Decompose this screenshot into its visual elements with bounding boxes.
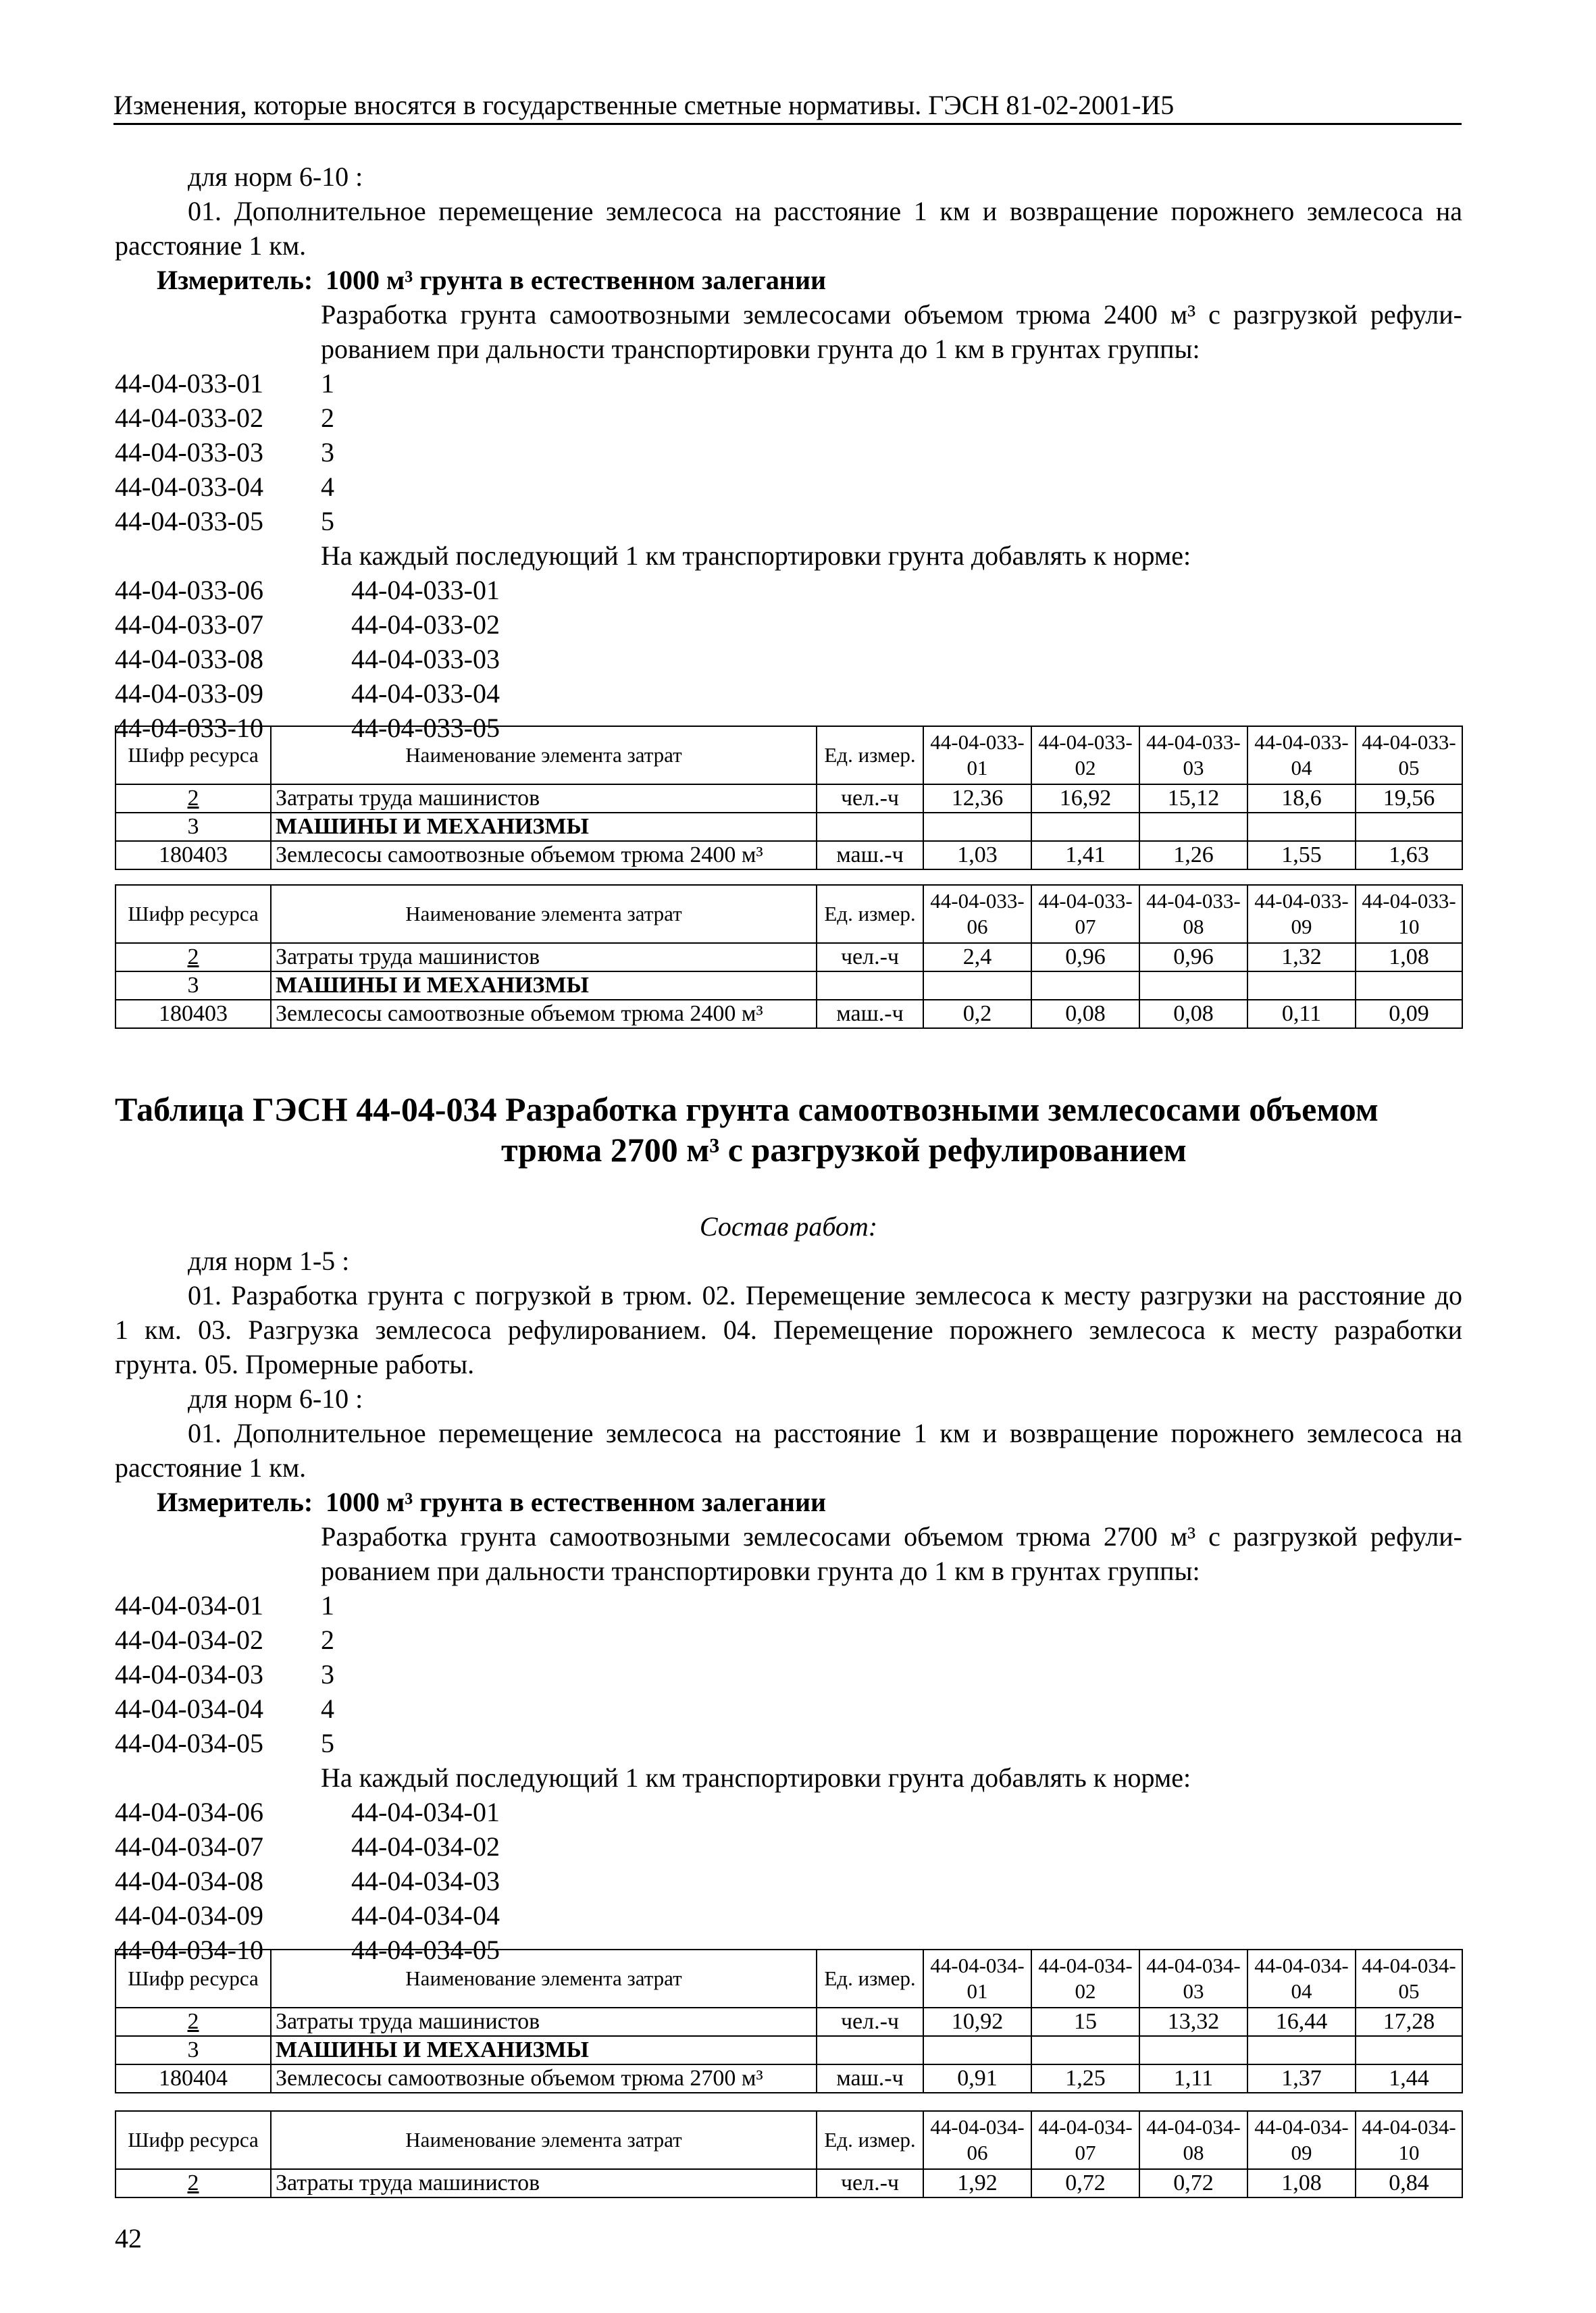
norm-code-row — [115, 573, 1462, 607]
base-norm-ref: 44-04-033-05 — [351, 713, 500, 743]
cell-shifr: 3 — [115, 971, 271, 1000]
add-norm-code-list-2 — [115, 1795, 1462, 1967]
cell-unit: чел.-ч — [817, 943, 923, 971]
section-033-text — [115, 159, 1462, 745]
cell-name: МАШИНЫ И МЕХАНИЗМЫ — [271, 2036, 817, 2064]
cell-value: 10,92 — [923, 2008, 1031, 2036]
norm-code-row — [115, 1898, 1462, 1933]
measurer-label-2: Измеритель: — [157, 1487, 313, 1517]
norm-code: 44-04-034-07 — [115, 1831, 263, 1862]
norm-code-row — [115, 366, 1462, 401]
cell-name: Затраты труда машинистов — [271, 943, 817, 971]
cell-unit: чел.-ч — [817, 2169, 923, 2197]
norms-6-10-text-2-cont: расстояние 1 км. — [115, 1452, 307, 1483]
table-row — [115, 2036, 1462, 2064]
cell-value: 0,96 — [1139, 943, 1247, 971]
norm-code: 44-04-034-05 — [115, 1728, 263, 1758]
cell-unit: чел.-ч — [817, 2008, 923, 2036]
resource-table-034-01-05 — [115, 1949, 1463, 2093]
cell-value — [1139, 2036, 1247, 2064]
cell-value: 15,12 — [1139, 784, 1247, 813]
norm-code-row — [115, 642, 1462, 676]
header-norm-code: 44-04-034-10 — [1356, 2111, 1462, 2169]
cell-shifr: 180403 — [115, 1000, 271, 1028]
cell-shifr: 3 — [115, 813, 271, 841]
norm-code: 44-04-033-08 — [115, 644, 263, 674]
norms-6-10-label: для норм 6-10 : — [188, 161, 363, 192]
table-row — [115, 2064, 1462, 2093]
header-shifr: Шифр ресурса — [115, 885, 271, 943]
section-034-text — [115, 1209, 1462, 1967]
cell-value: 16,92 — [1031, 784, 1139, 813]
base-norm-ref: 44-04-034-05 — [351, 1935, 500, 1965]
measurer — [115, 263, 1462, 297]
soil-group: 1 — [321, 1590, 334, 1621]
measurer-2 — [115, 1485, 1462, 1519]
header-norm-code: 44-04-033-08 — [1139, 885, 1247, 943]
cell-value: 1,03 — [923, 841, 1031, 869]
cell-value — [1356, 2036, 1462, 2064]
norm-code-row — [115, 1795, 1462, 1829]
header-norm-code: 44-04-033-04 — [1247, 726, 1356, 784]
cell-value: 18,6 — [1247, 784, 1356, 813]
cell-value: 12,36 — [923, 784, 1031, 813]
cell-unit: маш.-ч — [817, 1000, 923, 1028]
cell-value: 13,32 — [1139, 2008, 1247, 2036]
norms-6-10-text-cont: расстояние 1 км. — [115, 230, 307, 261]
header-norm-code: 44-04-034-06 — [923, 2111, 1031, 2169]
norm-code: 44-04-034-10 — [115, 1935, 263, 1965]
work-description: Разработка грунта самоотвозными землесосами объемом трюма 2400 м³ с разгрузкой рефули- — [321, 299, 1462, 330]
cell-name: Землесосы самоотвозные объемом трюма 2400 м³ — [271, 1000, 817, 1028]
header-unit: Ед. измер. — [817, 885, 923, 943]
cell-value: 0,09 — [1356, 1000, 1462, 1028]
table-row — [115, 971, 1462, 1000]
norms-1-5-label: для норм 1-5 : — [188, 1246, 350, 1276]
norm-code: 44-04-033-05 — [115, 506, 263, 536]
cell-value — [1247, 971, 1356, 1000]
table-title-line2: трюма 2700 м³ с разгрузкой рефулированием — [501, 1131, 1187, 1169]
norm-code: 44-04-034-03 — [115, 1659, 263, 1689]
header-name: Наименование элемента затрат — [271, 1950, 817, 2008]
cell-value — [1356, 813, 1462, 841]
norm-code: 44-04-034-02 — [115, 1625, 263, 1655]
header-norm-code: 44-04-033-01 — [923, 726, 1031, 784]
header-norm-code: 44-04-034-04 — [1247, 1950, 1356, 2008]
measurer-value: 1000 м³ грунта в естественном залегании — [326, 265, 827, 295]
norm-code: 44-04-034-01 — [115, 1590, 263, 1621]
base-norm-ref: 44-04-034-01 — [351, 1797, 500, 1827]
cell-value — [923, 971, 1031, 1000]
soil-group: 1 — [321, 368, 334, 399]
header-name: Наименование элемента затрат — [271, 2111, 817, 2169]
add-per-km-text-2: На каждый последующий 1 км транспортировки грунта добавлять к норме: — [321, 1762, 1191, 1793]
table-row — [115, 813, 1462, 841]
header-norm-code: 44-04-033-02 — [1031, 726, 1139, 784]
cell-name: Землесосы самоотвозные объемом трюма 2400 м³ — [271, 841, 817, 869]
cell-name: МАШИНЫ И МЕХАНИЗМЫ — [271, 971, 817, 1000]
work-description-2: Разработка грунта самоотвозными землесосами объемом трюма 2700 м³ с разгрузкой рефули- — [321, 1521, 1462, 1552]
table-row — [115, 841, 1462, 869]
cell-value — [1031, 971, 1139, 1000]
cell-unit — [817, 971, 923, 1000]
cell-shifr: 3 — [115, 2036, 271, 2064]
table-header-row — [115, 1950, 1462, 2008]
base-norm-ref: 44-04-034-03 — [351, 1866, 500, 1896]
norm-code-row — [115, 607, 1462, 642]
cell-unit: чел.-ч — [817, 784, 923, 813]
cell-shifr: 180403 — [115, 841, 271, 869]
cell-value: 15 — [1031, 2008, 1139, 2036]
norm-code-list — [115, 366, 1462, 538]
measurer-value-2: 1000 м³ грунта в естественном залегании — [326, 1487, 827, 1517]
norm-code-row — [115, 676, 1462, 711]
cell-value: 0,72 — [1139, 2169, 1247, 2197]
cell-value — [1247, 2036, 1356, 2064]
table-header-row — [115, 885, 1462, 943]
norm-code: 44-04-033-02 — [115, 403, 263, 433]
cell-value — [923, 813, 1031, 841]
norm-code: 44-04-034-08 — [115, 1866, 263, 1896]
table-header-row — [115, 2111, 1462, 2169]
base-norm-ref: 44-04-033-01 — [351, 575, 500, 605]
norm-code: 44-04-033-07 — [115, 609, 263, 640]
cell-unit — [817, 813, 923, 841]
cell-value: 1,55 — [1247, 841, 1356, 869]
cell-value: 1,37 — [1247, 2064, 1356, 2093]
header-unit: Ед. измер. — [817, 726, 923, 784]
cell-value: 1,08 — [1247, 2169, 1356, 2197]
table-row — [115, 784, 1462, 813]
add-norm-code-list — [115, 573, 1462, 745]
norm-code: 44-04-033-09 — [115, 678, 263, 709]
header-shifr: Шифр ресурса — [115, 726, 271, 784]
table-title — [115, 1089, 1462, 1170]
cell-shifr: 2 — [115, 2169, 271, 2197]
cell-value: 1,32 — [1247, 943, 1356, 971]
cell-shifr: 2 — [115, 784, 271, 813]
measurer-label: Измеритель: — [157, 265, 313, 295]
cell-value: 2,4 — [923, 943, 1031, 971]
norm-code: 44-04-033-03 — [115, 437, 263, 467]
cell-unit: маш.-ч — [817, 2064, 923, 2093]
norm-code: 44-04-033-04 — [115, 472, 263, 502]
base-norm-ref: 44-04-033-03 — [351, 644, 500, 674]
cell-value — [1139, 813, 1247, 841]
norm-code: 44-04-033-10 — [115, 713, 263, 743]
cell-value: 19,56 — [1356, 784, 1462, 813]
norm-code-row — [115, 504, 1462, 538]
header-norm-code: 44-04-033-07 — [1031, 885, 1139, 943]
header-norm-code: 44-04-034-07 — [1031, 2111, 1139, 2169]
norm-code: 44-04-033-06 — [115, 575, 263, 605]
norm-code-row — [115, 469, 1462, 504]
cell-value: 1,25 — [1031, 2064, 1139, 2093]
cell-name: МАШИНЫ И МЕХАНИЗМЫ — [271, 813, 817, 841]
cell-value: 0,2 — [923, 1000, 1031, 1028]
header-norm-code: 44-04-033-06 — [923, 885, 1031, 943]
header-norm-code: 44-04-034-01 — [923, 1950, 1031, 2008]
cell-value: 1,11 — [1139, 2064, 1247, 2093]
soil-group: 5 — [321, 1728, 334, 1758]
cell-shifr: 2 — [115, 2008, 271, 2036]
table-header-row — [115, 726, 1462, 784]
cell-unit: маш.-ч — [817, 841, 923, 869]
norms-6-10-text-2: 01. Дополнительное перемещение землесоса на расстояние 1 км и возвращение порожнего землесоса на — [188, 1418, 1462, 1448]
header-norm-code: 44-04-033-09 — [1247, 885, 1356, 943]
cell-value: 1,41 — [1031, 841, 1139, 869]
header-norm-code: 44-04-033-10 — [1356, 885, 1462, 943]
header-norm-code: 44-04-034-02 — [1031, 1950, 1139, 2008]
cell-value: 0,11 — [1247, 1000, 1356, 1028]
cell-shifr: 2 — [115, 943, 271, 971]
cell-value — [923, 2036, 1031, 2064]
header-unit: Ед. измер. — [817, 1950, 923, 2008]
base-norm-ref: 44-04-033-04 — [351, 678, 500, 709]
header-unit: Ед. измер. — [817, 2111, 923, 2169]
work-description-2-cont: рованием при дальности транспортировки грунта до 1 км в грунтах группы: — [321, 1556, 1200, 1586]
page-number: 42 — [115, 2223, 142, 2254]
cell-value: 0,96 — [1031, 943, 1139, 971]
header-name: Наименование элемента затрат — [271, 885, 817, 943]
norm-code-row — [115, 1692, 1462, 1726]
cell-value — [1139, 971, 1247, 1000]
base-norm-ref: 44-04-033-02 — [351, 609, 500, 640]
table-title-line1: Таблица ГЭСН 44-04-034 Разработка грунта самоотвозными землесосами объемом — [115, 1090, 1379, 1128]
header-norm-code: 44-04-034-05 — [1356, 1950, 1462, 2008]
base-norm-ref: 44-04-034-04 — [351, 1900, 500, 1931]
resource-table-033-06-10 — [115, 884, 1463, 1029]
norms-1-5-text-end: грунта. 05. Промерные работы. — [115, 1349, 475, 1379]
soil-group: 2 — [321, 403, 334, 433]
cell-value: 0,08 — [1139, 1000, 1247, 1028]
norm-code: 44-04-034-06 — [115, 1797, 263, 1827]
cell-name: Затраты труда машинистов — [271, 2169, 817, 2197]
header-norm-code: 44-04-034-08 — [1139, 2111, 1247, 2169]
cell-value — [1356, 971, 1462, 1000]
norm-code-row — [115, 401, 1462, 435]
table-row — [115, 2008, 1462, 2036]
norm-code-row — [115, 1623, 1462, 1657]
work-composition-heading: Состав работ: — [699, 1211, 878, 1242]
cell-value: 1,08 — [1356, 943, 1462, 971]
norm-code-row — [115, 1588, 1462, 1623]
cell-value: 0,08 — [1031, 1000, 1139, 1028]
soil-group: 5 — [321, 506, 334, 536]
work-description-cont: рованием при дальности транспортировки грунта до 1 км в грунтах группы: — [321, 334, 1200, 364]
resource-table-033-01-05 — [115, 726, 1463, 870]
cell-value — [1031, 813, 1139, 841]
soil-group: 2 — [321, 1625, 334, 1655]
cell-value: 0,72 — [1031, 2169, 1139, 2197]
cell-value: 0,84 — [1356, 2169, 1462, 2197]
cell-value — [1247, 813, 1356, 841]
norms-1-5-text: 01. Разработка грунта с погрузкой в трюм. 02. Перемещение землесоса к месту разгрузки на расстояние до — [188, 1280, 1462, 1311]
norm-code-row — [115, 435, 1462, 469]
norm-code-row — [115, 1726, 1462, 1760]
base-norm-ref: 44-04-034-02 — [351, 1831, 500, 1862]
header-shifr: Шифр ресурса — [115, 1950, 271, 2008]
cell-value: 17,28 — [1356, 2008, 1462, 2036]
norms-6-10-label-2: для норм 6-10 : — [188, 1383, 363, 1414]
cell-value: 1,44 — [1356, 2064, 1462, 2093]
norm-code-list-2 — [115, 1588, 1462, 1760]
cell-unit — [817, 2036, 923, 2064]
cell-value: 0,91 — [923, 2064, 1031, 2093]
soil-group: 3 — [321, 437, 334, 467]
table-row — [115, 943, 1462, 971]
norm-code-row — [115, 1864, 1462, 1898]
table-row — [115, 2169, 1462, 2197]
cell-value: 16,44 — [1247, 2008, 1356, 2036]
header-shifr: Шифр ресурса — [115, 2111, 271, 2169]
cell-name: Затраты труда машинистов — [271, 2008, 817, 2036]
cell-name: Землесосы самоотвозные объемом трюма 2700 м³ — [271, 2064, 817, 2093]
cell-name: Затраты труда машинистов — [271, 784, 817, 813]
cell-value — [1031, 2036, 1139, 2064]
table-row — [115, 1000, 1462, 1028]
cell-value: 1,26 — [1139, 841, 1247, 869]
soil-group: 4 — [321, 1694, 334, 1724]
cell-value: 1,92 — [923, 2169, 1031, 2197]
soil-group: 3 — [321, 1659, 334, 1689]
norm-code: 44-04-033-01 — [115, 368, 263, 399]
header-norm-code: 44-04-033-03 — [1139, 726, 1247, 784]
header-norm-code: 44-04-034-03 — [1139, 1950, 1247, 2008]
soil-group: 4 — [321, 472, 334, 502]
resource-table-034-06-10 — [115, 2110, 1463, 2198]
cell-value: 1,63 — [1356, 841, 1462, 869]
header-norm-code: 44-04-033-05 — [1356, 726, 1462, 784]
header-name: Наименование элемента затрат — [271, 726, 817, 784]
norms-6-10-text: 01. Дополнительное перемещение землесоса на расстояние 1 км и возвращение порожнего землесоса на — [188, 196, 1462, 226]
norm-code-row — [115, 1657, 1462, 1692]
norms-1-5-text-cont: 1 км. 03. Разгрузка землесоса рефулированием. 04. Перемещение порожнего землесоса к месту разработки — [115, 1315, 1462, 1345]
running-header: Изменения, которые вносятся в государственные сметные нормативы. ГЭСН 81-02-2001-И5 — [113, 88, 1462, 125]
add-per-km-text: На каждый последующий 1 км транспортировки грунта добавлять к норме: — [321, 540, 1191, 571]
cell-shifr: 180404 — [115, 2064, 271, 2093]
norm-code: 44-04-034-09 — [115, 1900, 263, 1931]
header-norm-code: 44-04-034-09 — [1247, 2111, 1356, 2169]
norm-code-row — [115, 1829, 1462, 1864]
norm-code: 44-04-034-04 — [115, 1694, 263, 1724]
